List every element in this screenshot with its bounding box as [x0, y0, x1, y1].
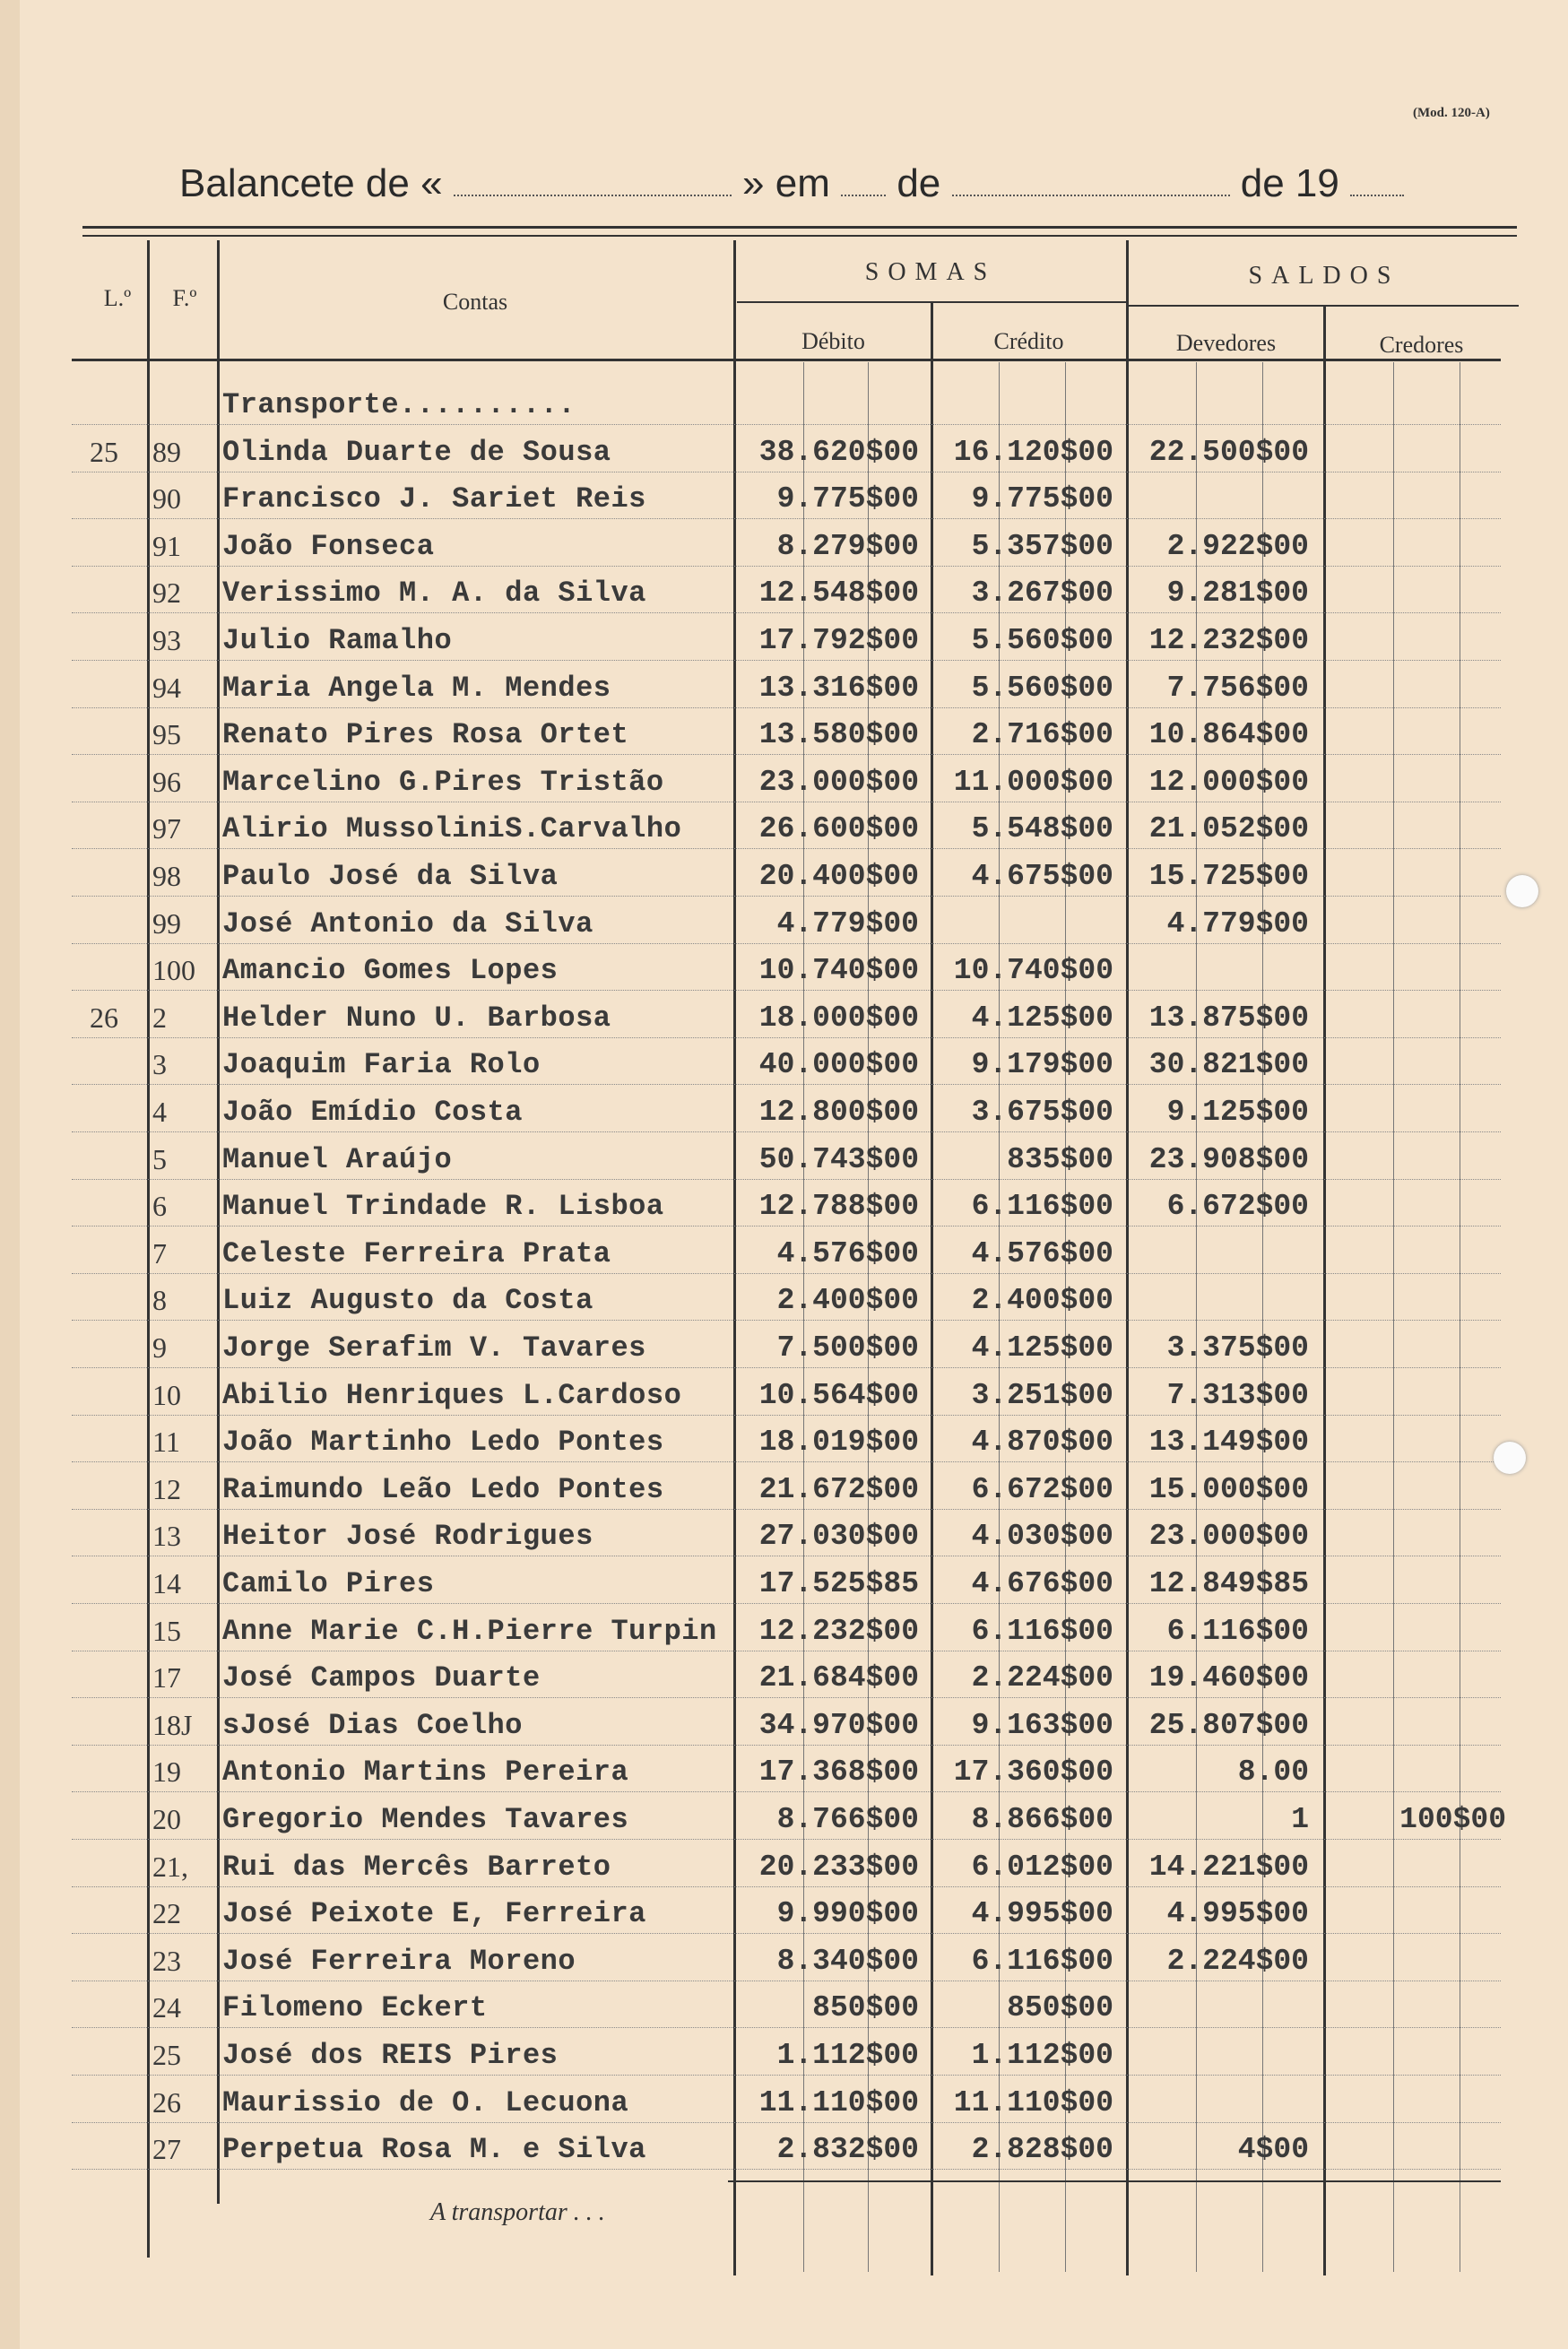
row-conta-name: Gregorio Mendes Tavares: [222, 1803, 629, 1836]
row-folio: 95: [152, 718, 181, 750]
col-fo-label: F.º: [172, 285, 197, 311]
title-prefix: Balancete de «: [179, 161, 443, 205]
row-credito-value: 5.548$00: [971, 812, 1113, 845]
ledger-row: [72, 1136, 1506, 1183]
row-debito-value: 850$00: [812, 1991, 919, 2024]
row-credito-value: 6.116$00: [971, 1615, 1113, 1648]
row-dotted-line: [72, 518, 1501, 519]
row-credito-value: 9.775$00: [971, 482, 1113, 516]
row-conta-name: Paulo José da Silva: [222, 860, 559, 893]
row-folio: 9: [152, 1331, 167, 1364]
ledger-row: [72, 1183, 1506, 1229]
row-conta-name: Manuel Araújo: [222, 1143, 453, 1176]
row-dotted-line: [72, 707, 1501, 708]
row-dotted-line: [72, 1791, 1501, 1792]
row-dotted-line: [72, 990, 1501, 991]
row-dotted-line: [72, 1839, 1501, 1840]
row-folio: 11: [152, 1426, 180, 1458]
col-lv-label: L.º: [103, 285, 132, 311]
row-debito-value: 26.600$00: [758, 812, 919, 845]
row-folio: 5: [152, 1143, 167, 1175]
ledger-row: [72, 664, 1506, 711]
row-dotted-line: [72, 660, 1501, 661]
col-somas-label: SOMAS: [864, 258, 997, 286]
row-debito-value: 7.500$00: [776, 1331, 919, 1365]
row-debito-value: 10.564$00: [758, 1379, 919, 1412]
row-conta-name: Jorge Serafim V. Tavares: [222, 1331, 646, 1365]
col-saldos-label: SALDOS: [1248, 262, 1400, 290]
row-debito-value: 17.525$85: [758, 1567, 919, 1600]
row-dotted-line: [72, 1179, 1501, 1180]
row-credito-value: 5.357$00: [971, 530, 1113, 563]
punch-hole-lower: [1494, 1442, 1526, 1474]
row-debito-value: 21.672$00: [758, 1473, 919, 1506]
row-dotted-line: [72, 1933, 1501, 1934]
row-credito-value: 6.116$00: [971, 1190, 1113, 1223]
row-conta-name: Heitor José Rodrigues: [222, 1520, 593, 1553]
row-dotted-line: [72, 2169, 1501, 2170]
row-devedores-value: 3.375$00: [1166, 1331, 1309, 1365]
row-dotted-line: [72, 424, 1501, 425]
row-folio: 98: [152, 860, 181, 892]
header-rule-top: [82, 226, 1517, 229]
row-conta-name: Luiz Augusto da Costa: [222, 1284, 593, 1317]
ledger-row: [72, 1372, 1506, 1418]
title-de1: de: [897, 161, 941, 205]
row-credito-value: 4.125$00: [971, 1331, 1113, 1365]
ledger-row: [72, 617, 1506, 663]
ledger-row: [72, 2032, 1506, 2078]
row-folio: 100: [152, 954, 195, 986]
header-rule-second: [82, 235, 1517, 237]
row-debito-value: 50.743$00: [758, 1143, 919, 1176]
row-devedores-value: 2.922$00: [1166, 530, 1309, 563]
row-livro: 25: [90, 436, 118, 468]
account-blank: [454, 168, 732, 196]
row-conta-name: Anne Marie C.H.Pierre Turpin: [222, 1615, 717, 1648]
row-conta-name: Amancio Gomes Lopes: [222, 954, 559, 987]
row-credito-value: 9.163$00: [971, 1709, 1113, 1742]
row-credito-value: 2.224$00: [971, 1661, 1113, 1695]
month-blank: [952, 168, 1230, 196]
row-devedores-value: 12.849$85: [1148, 1567, 1309, 1600]
row-dotted-line: [72, 2075, 1501, 2076]
row-devedores-value: 6.116$00: [1166, 1615, 1309, 1648]
row-folio: 91: [152, 530, 181, 562]
row-folio: 26: [152, 2086, 181, 2119]
row-debito-value: 4.576$00: [776, 1237, 919, 1270]
row-credito-value: 850$00: [1007, 1991, 1113, 2024]
row-folio: 2: [152, 1001, 167, 1034]
row-debito-value: 18.000$00: [758, 1001, 919, 1035]
row-debito-value: 8.340$00: [776, 1945, 919, 1978]
row-devedores-value: 4$00: [1237, 2133, 1309, 2166]
row-conta-name: José Antonio da Silva: [222, 907, 593, 940]
row-devedores-value: 10.864$00: [1148, 718, 1309, 751]
row-debito-value: 9.775$00: [776, 482, 919, 516]
row-credito-value: 2.828$00: [971, 2133, 1113, 2166]
totals-rule: [728, 2180, 1501, 2182]
row-credito-value: 5.560$00: [971, 624, 1113, 657]
row-folio: 7: [152, 1237, 167, 1270]
ledger-row: [72, 1654, 1506, 1701]
row-dotted-line: [72, 2122, 1501, 2123]
row-folio: 94: [152, 672, 181, 704]
ledger-row: [72, 1796, 1506, 1842]
row-folio: 22: [152, 1897, 181, 1929]
row-folio: 12: [152, 1473, 181, 1505]
row-dotted-line: [72, 943, 1501, 944]
row-credito-value: 3.267$00: [971, 576, 1113, 610]
row-dotted-line: [72, 612, 1501, 613]
row-folio: 89: [152, 436, 181, 468]
row-conta-name: Transporte..........: [222, 388, 576, 421]
ledger-row: [72, 1843, 1506, 1890]
row-livro: 26: [90, 1001, 118, 1034]
row-debito-value: 9.990$00: [776, 1897, 919, 1930]
ledger-row: [72, 1230, 1506, 1277]
row-debito-value: 8.766$00: [776, 1803, 919, 1836]
row-credito-value: 4.675$00: [971, 860, 1113, 893]
row-devedores-value: 12.232$00: [1148, 624, 1309, 657]
title-mid: » em: [742, 161, 830, 205]
row-conta-name: Verissimo M. A. da Silva: [222, 576, 646, 610]
ledger-row: [72, 429, 1506, 475]
row-credito-value: 4.676$00: [971, 1567, 1113, 1600]
row-debito-value: 34.970$00: [758, 1709, 919, 1742]
row-folio: 18J: [152, 1709, 193, 1741]
row-dotted-line: [72, 1461, 1501, 1462]
ledger-row: [72, 853, 1506, 899]
row-conta-name: sJosé Dias Coelho: [222, 1709, 523, 1742]
row-folio: 19: [152, 1755, 181, 1788]
row-conta-name: Rui das Mercês Barreto: [222, 1851, 611, 1884]
ledger-row: [72, 1277, 1506, 1323]
row-debito-value: 17.792$00: [758, 624, 919, 657]
row-folio: 3: [152, 1048, 167, 1080]
row-devedores-value: 15.000$00: [1148, 1473, 1309, 1506]
row-credito-value: 835$00: [1007, 1143, 1113, 1176]
row-debito-value: 12.800$00: [758, 1096, 919, 1129]
row-folio: 27: [152, 2133, 181, 2165]
year-blank: [1350, 168, 1404, 196]
row-debito-value: 17.368$00: [758, 1755, 919, 1789]
row-credores-value: 100$00: [1399, 1803, 1506, 1836]
row-debito-value: 12.232$00: [758, 1615, 919, 1648]
row-dotted-line: [72, 566, 1501, 567]
ledger-row: [72, 1088, 1506, 1135]
row-devedores-value: 9.281$00: [1166, 576, 1309, 610]
row-dotted-line: [72, 754, 1501, 755]
row-folio: 13: [152, 1520, 181, 1552]
ledger-row: [72, 900, 1506, 947]
row-credito-value: 11.000$00: [953, 766, 1113, 799]
ledger-row: [72, 1418, 1506, 1465]
header-bottom-rule: [72, 359, 1501, 361]
row-credito-value: 11.110$00: [953, 2086, 1113, 2119]
row-devedores-value: 9.125$00: [1166, 1096, 1309, 1129]
row-credito-value: 9.179$00: [971, 1048, 1113, 1081]
row-conta-name: Julio Ramalho: [222, 624, 453, 657]
row-conta-name: José Ferreira Moreno: [222, 1945, 576, 1978]
col-credito-label: Crédito: [993, 328, 1064, 354]
row-dotted-line: [72, 1226, 1501, 1227]
row-debito-value: 1.112$00: [776, 2039, 919, 2072]
row-debito-value: 20.400$00: [758, 860, 919, 893]
row-dotted-line: [72, 1509, 1501, 1510]
row-credito-value: 8.866$00: [971, 1803, 1113, 1836]
row-debito-value: 13.580$00: [758, 718, 919, 751]
row-dotted-line: [72, 1697, 1501, 1698]
row-credito-value: 2.716$00: [971, 718, 1113, 751]
punch-hole-upper: [1506, 875, 1538, 907]
ledger-row: [72, 1041, 1506, 1088]
row-dotted-line: [72, 2027, 1501, 2028]
col-devedores-label: Devedores: [1175, 330, 1277, 356]
ledger-row: [72, 1702, 1506, 1748]
row-folio: 99: [152, 907, 181, 940]
row-credito-value: 16.120$00: [953, 436, 1113, 469]
row-credito-value: 6.012$00: [971, 1851, 1113, 1884]
row-folio: 4: [152, 1096, 167, 1128]
ledger-row: [72, 2079, 1506, 2126]
row-dotted-line: [72, 1037, 1501, 1038]
row-debito-value: 38.620$00: [758, 436, 919, 469]
row-devedores-value: 30.821$00: [1148, 1048, 1309, 1081]
ledger-row: [72, 1466, 1506, 1513]
row-dotted-line: [72, 1603, 1501, 1604]
row-folio: 14: [152, 1567, 181, 1599]
row-credito-value: 2.400$00: [971, 1284, 1113, 1317]
ledger-row: [72, 994, 1506, 1041]
row-conta-name: Celeste Ferreira Prata: [222, 1237, 611, 1270]
ledger-row: [72, 947, 1506, 993]
ledger-row: [72, 1608, 1506, 1654]
row-conta-name: Manuel Trindade R. Lisboa: [222, 1190, 664, 1223]
row-dotted-line: [72, 1320, 1501, 1321]
row-debito-value: 20.233$00: [758, 1851, 919, 1884]
row-dotted-line: [72, 1273, 1501, 1274]
row-folio: 97: [152, 812, 181, 845]
row-conta-name: José Peixote E, Ferreira: [222, 1897, 646, 1930]
row-debito-value: 12.548$00: [758, 576, 919, 610]
row-devedores-value: 19.460$00: [1148, 1661, 1309, 1695]
row-folio: 6: [152, 1190, 167, 1222]
ledger-row: [72, 1984, 1506, 2031]
row-credito-value: 6.672$00: [971, 1473, 1113, 1506]
ledger-row: [72, 569, 1506, 616]
row-debito-value: 27.030$00: [758, 1520, 919, 1553]
row-devedores-value: 13.875$00: [1148, 1001, 1309, 1035]
row-credito-value: 3.675$00: [971, 1096, 1113, 1129]
row-devedores-value: 23.908$00: [1148, 1143, 1309, 1176]
row-folio: 90: [152, 482, 181, 515]
row-conta-name: José dos REIS Pires: [222, 2039, 559, 2072]
row-conta-name: Maurissio de O. Lecuona: [222, 2086, 629, 2119]
row-conta-name: João Martinho Ledo Pontes: [222, 1426, 664, 1459]
row-dotted-line: [72, 1367, 1501, 1368]
row-devedores-value: 14.221$00: [1148, 1851, 1309, 1884]
row-devedores-value: 23.000$00: [1148, 1520, 1309, 1553]
row-debito-value: 12.788$00: [758, 1190, 919, 1223]
row-conta-name: Helder Nuno U. Barbosa: [222, 1001, 611, 1035]
row-conta-name: Camilo Pires: [222, 1567, 435, 1600]
row-folio: 21,: [152, 1851, 188, 1883]
col-credores-label: Credores: [1379, 332, 1464, 358]
row-credito-value: 4.125$00: [971, 1001, 1113, 1035]
row-debito-value: 13.316$00: [758, 672, 919, 705]
ledger-row: [72, 711, 1506, 758]
row-devedores-value: 15.725$00: [1148, 860, 1309, 893]
row-conta-name: Francisco J. Sariet Reis: [222, 482, 646, 516]
row-devedores-value: 12.000$00: [1148, 766, 1309, 799]
row-dotted-line: [72, 1084, 1501, 1085]
row-dotted-line: [72, 896, 1501, 897]
row-credito-value: 6.116$00: [971, 1945, 1113, 1978]
a-transportar-label: A transportar . . .: [430, 2198, 605, 2226]
paper-edge: [0, 0, 20, 2349]
row-debito-value: 11.110$00: [758, 2086, 919, 2119]
row-credito-value: 17.360$00: [953, 1755, 1113, 1789]
col-contas-label: Contas: [442, 289, 508, 315]
row-conta-name: Filomeno Eckert: [222, 1991, 488, 2024]
row-devedores-value: 2.224$00: [1166, 1945, 1309, 1978]
row-debito-value: 2.400$00: [776, 1284, 919, 1317]
row-devedores-value: 22.500$00: [1148, 436, 1309, 469]
row-credito-value: 5.560$00: [971, 672, 1113, 705]
row-devedores-value: 7.756$00: [1166, 672, 1309, 705]
row-debito-value: 23.000$00: [758, 766, 919, 799]
row-conta-name: Raimundo Leão Ledo Pontes: [222, 1473, 664, 1506]
row-folio: 25: [152, 2039, 181, 2071]
row-conta-name: Marcelino G.Pires Tristão: [222, 766, 664, 799]
row-debito-value: 21.684$00: [758, 1661, 919, 1695]
row-devedores-value: 21.052$00: [1148, 812, 1309, 845]
row-conta-name: Antonio Martins Pereira: [222, 1755, 629, 1789]
row-dotted-line: [72, 1745, 1501, 1746]
row-folio: 17: [152, 1661, 181, 1694]
row-folio: 15: [152, 1615, 181, 1647]
row-folio: 92: [152, 576, 181, 609]
row-devedores-value: 8.00: [1237, 1755, 1309, 1789]
row-debito-value: 10.740$00: [758, 954, 919, 987]
row-folio: 10: [152, 1379, 181, 1411]
row-devedores-value: 1: [1291, 1803, 1309, 1836]
ledger-row: [72, 381, 1506, 428]
row-conta-name: Perpetua Rosa M. e Silva: [222, 2133, 646, 2166]
row-devedores-value: 13.149$00: [1148, 1426, 1309, 1459]
row-debito-value: 2.832$00: [776, 2133, 919, 2166]
row-conta-name: Joaquim Faria Rolo: [222, 1048, 541, 1081]
row-folio: 20: [152, 1803, 181, 1835]
row-conta-name: Renato Pires Rosa Ortet: [222, 718, 629, 751]
row-folio: 8: [152, 1284, 167, 1316]
row-conta-name: José Campos Duarte: [222, 1661, 541, 1695]
ledger-row: [72, 1513, 1506, 1559]
row-dotted-line: [72, 1415, 1501, 1416]
row-debito-value: 8.279$00: [776, 530, 919, 563]
row-conta-name: Olinda Duarte de Sousa: [222, 436, 611, 469]
col-debito-label: Débito: [801, 328, 865, 354]
row-folio: 24: [152, 1991, 181, 2024]
row-conta-name: Maria Angela M. Mendes: [222, 672, 611, 705]
ledger-row: [72, 805, 1506, 852]
ledger-row: [72, 1324, 1506, 1371]
row-folio: 96: [152, 766, 181, 798]
row-debito-value: 4.779$00: [776, 907, 919, 940]
day-blank: [841, 168, 886, 196]
row-credito-value: 4.870$00: [971, 1426, 1113, 1459]
ledger-row: [72, 2126, 1506, 2172]
row-devedores-value: 6.672$00: [1166, 1190, 1309, 1223]
ledger-row: [72, 1748, 1506, 1795]
row-devedores-value: 7.313$00: [1166, 1379, 1309, 1412]
row-conta-name: Alirio MussoliniS.Carvalho: [222, 812, 682, 845]
row-dotted-line: [72, 848, 1501, 849]
row-conta-name: Abilio Henriques L.Cardoso: [222, 1379, 682, 1412]
row-dotted-line: [72, 1886, 1501, 1887]
ledger-row: [72, 758, 1506, 805]
row-credito-value: 4.030$00: [971, 1520, 1113, 1553]
ledger-row: [72, 475, 1506, 522]
row-folio: 93: [152, 624, 181, 656]
row-devedores-value: 4.779$00: [1166, 907, 1309, 940]
row-credito-value: 10.740$00: [953, 954, 1113, 987]
ledger-row: [72, 1937, 1506, 1984]
row-dotted-line: [72, 1131, 1501, 1132]
ledger-row: [72, 1890, 1506, 1937]
row-conta-name: João Emídio Costa: [222, 1096, 523, 1129]
row-credito-value: 3.251$00: [971, 1379, 1113, 1412]
row-credito-value: 4.995$00: [971, 1897, 1113, 1930]
row-credito-value: 1.112$00: [971, 2039, 1113, 2072]
row-devedores-value: 4.995$00: [1166, 1897, 1309, 1930]
ledger-row: [72, 523, 1506, 569]
title-de2: de 19: [1240, 161, 1339, 205]
row-credito-value: 4.576$00: [971, 1237, 1113, 1270]
row-folio: 23: [152, 1945, 181, 1977]
form-model-code: (Mod. 120-A): [1413, 106, 1490, 120]
row-conta-name: João Fonseca: [222, 530, 435, 563]
row-debito-value: 18.019$00: [758, 1426, 919, 1459]
row-devedores-value: 25.807$00: [1148, 1709, 1309, 1742]
row-debito-value: 40.000$00: [758, 1048, 919, 1081]
ledger-row: [72, 1560, 1506, 1607]
form-title: [179, 161, 1404, 206]
